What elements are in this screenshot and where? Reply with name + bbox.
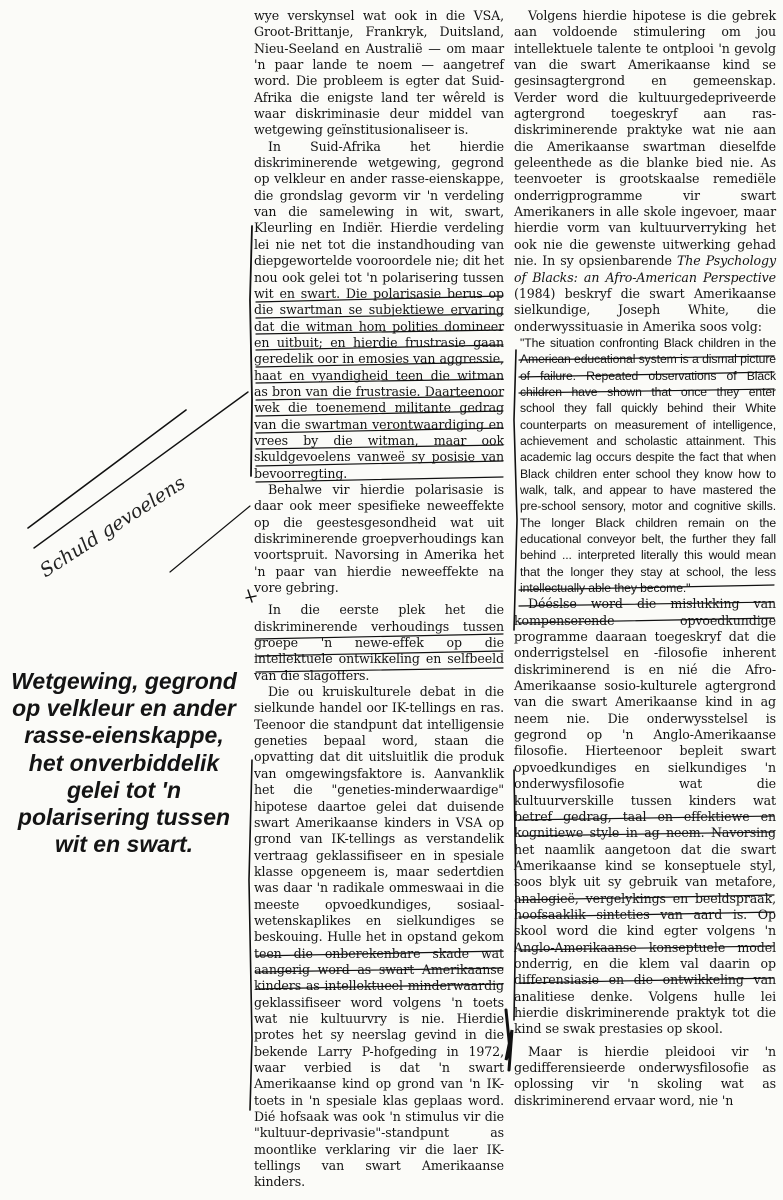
book-title: The Psychology of Blacks: an Afro-American Perspective (514, 253, 776, 285)
pull-quote: Wetgewing, gegrond op velkleur en ander rasse-eienskappe, het onverbiddelik gelei tot 'n polarisering tussen wit en swart. (11, 668, 237, 858)
paragraph-text: (1984) beskryf die swart Amerikaanse sielkundige, Joseph White, die onderwyssituasie in Amerika soos volg: (514, 285, 776, 334)
paragraph (514, 8, 776, 335)
paragraph: Maar is hierdie pleidooi vir 'n gedifferensieerde onderwysfilosofie as oplossing vir 'n skoling wat as diskriminerend ervaar word, nie 'n (514, 1043, 776, 1108)
margin-stroke (34, 392, 248, 548)
block-quote: "The situation confronting Black children in the American educational system is a dismal picture of failure. Repeated observations of Black children have shown that once they enter school they fall quickly behind their White counterparts on measurement of intelligence, achievement and scholastic attainment. This academic lag occurs despite the fact that when Black children enter school they know how to walk, talk, and appear to have mastered the pre-school sensory, motor and cognitive skills. The longer Black children remain on the educational conveyor belt, the further they fall behind ... interpreted literally this would mean that the longer they stay at school, the less intellectually able they become." (520, 335, 776, 596)
paragraph: In Suid-Afrika het hierdie diskriminerende wetgewing, gegrond op velkleur en ander rasse-eienskappe, die grondslag gevorm vir 'n verdeling van die samelewing in wit, swart, Kleurling en Indiër. Hierdie verdeling lei nie net tot die instandhouding van diepgewortelde vooroordele nie; dit het nou ook gelei tot 'n polarisering tussen wit en swart. Die polarisasie berus op die swartman se subjektiewe ervaring dat die witman hom polities domineer en uitbuit; en hierdie frustrasie gaan geredelik oor in emosies van aggressie, haat en vyandigheid teen die witman as bron van die frustrasie. Daarteenoor wek die toenemend militante gedrag van die swartman verontwaardiging en vrees by die witman, maar ook skuldgevoelens vanweë sy posisie van bevoorregting. (254, 138, 504, 481)
paragraph: Die ou kruiskulturele debat in die sielkunde handel oor IK-tellings en ras. Teenoor die standpunt dat intelligensie geneties bepaal word, staan die opvatting dat dit uitsluitlik die produk van omgewingsfaktore is. Aanvanklik het die "geneties-minderwaardige" hipotese daartoe gelei dat duisende swart Amerikaanse kinders in VSA op grond van IK-tellings as verstandelik vertraag geklassifiseer en in spesiale klasse opgeneem is, maar sedertdien was daar 'n radikale ommeswaai in die meeste opvoedkundiges, sosiaal-wetenskaplikes en sielkundiges se beskouing. Hulle het in opstand gekom teen die onberekenbare skade wat aangerig word as swart Amerikaanse kinders as intellektueel minderwaardig geklassifiseer word volgens 'n toets wat nie kultuurvry is nie. Hierdie protes het sy neerslag gevind in die bekende Larry P-hofgeding in 1972, waar verbied is dat 'n swart Amerikaanse kind op grond van 'n IK-toets in 'n spesiale klas geplaas word. Dié hofsaak was ook 'n stimulus vir die "kultuur-deprivasie"-standpunt as moontlike verklaring vir die laer IK-tellings van swart Amerikaanse kinders. (254, 684, 504, 1190)
margin-scribble (506, 1010, 512, 1070)
article-column-middle (254, 8, 504, 1191)
margin-bracket (249, 760, 252, 1110)
margin-bracket (250, 226, 252, 476)
handwritten-margin-note: Schuld gevoelens (36, 471, 190, 582)
article-column-right (514, 8, 776, 1109)
paragraph: wye verskynsel wat ook in die VSA, Groot-Brittanje, Frankryk, Duitsland, Nieu-Seeland en Australië — om maar 'n paar lande te noem — aangetref word. Die probleem is egter dat Suid-Afrika die enigste land ter wêreld is waar diskriminasie deur middel van wetgewing geïnstitusionaliseer is. (254, 8, 504, 138)
paragraph: Behalwe vir hierdie polarisasie is daar ook meer spesifieke neweeffekte op die geestesgesondheid wat uit diskriminerende groepverhoudings kan voortspruit. Navorsing in Amerika het 'n paar van hierdie neweeffekte na vore gebring. (254, 481, 504, 596)
paragraph: Dééslse word die mislukking van kompenserende opvoedkundige programme daaraan toegeskryf dat die onderrigstelsel en -filosofie inherent diskriminerend is en nié die Afro-Amerikaanse sosio-kulturele agtergrond van die swart Amerikaanse kind in ag neem nie. Die onderwysstelsel is gegrond op 'n Anglo-Amerikaanse filosofie. Hierteenoor bepleit swart opvoedkundiges en sielkundiges 'n onderwysfilosofie wat die kultuurverskille tussen kinders wat betref gedrag, taal en effektiewe en kognitiewe style in ag neem. Navorsing het naamlik aangetoon dat die swart Amerikaanse kind se konseptuele styl, soos blyk uit sy gebruik van metafore, analogieë, vergelykings en beeldspraak, hoofsaaklik sinteties van aard is. Op skool word die kind egter volgens 'n Anglo-Amerikaanse konseptuele model onderrig, en die klem val daarin op differensiasie en die ontwikkeling van analitiese denke. Volgens hulle lei hierdie diskriminerende praktyk tot die kind se swak prestasies op skool. (514, 596, 776, 1037)
margin-stroke (28, 410, 186, 528)
paragraph: In die eerste plek het die diskriminerende verhoudings tussen groepe 'n newe-effek op die intellektuele ontwikkeling en selfbeeld van die slagoffers. (254, 602, 504, 683)
paragraph-text: Volgens hierdie hipotese is die gebrek aan voldoende stimulering om jou intellektuele talente te ontplooi 'n gevolg van die swart Amerikaanse kind se gesinsagtergrond en gemeenskap. Verder word die kultuurgedepriveerde agtergrond toegeskryf aan ras-diskriminerende praktyke wat nie aan die Amerikaanse swartman dieselfde geleenthede as die blanke bied nie. As teenvoeter is grootskaalse remediële onderrigprogramme vir swart Amerikaners in alle skole ingevoer, maar hierdie vorm van kultuurverryking het ook nie die gewenste uitwerking gehad nie. In sy opsienbarende (514, 8, 776, 269)
margin-stroke (170, 506, 250, 572)
